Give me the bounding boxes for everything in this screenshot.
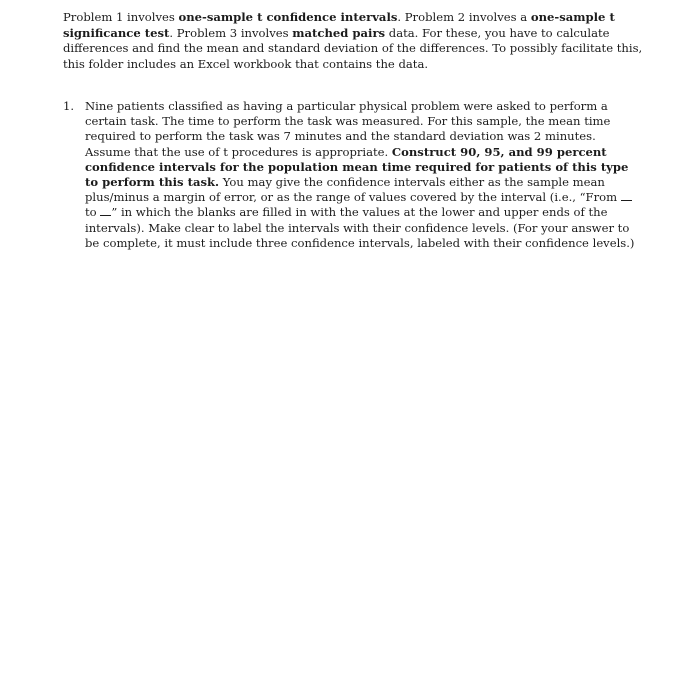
problem-text-part: Nine patients classified as having a particular physical problem were asked to perform a certain task. The time to perform the task was measured. For this sample, the mean time required to perform the task was 7 minutes and the standard deviation was 2 minutes. Assume that the use of t procedures is appropriate. xyxy=(85,99,611,159)
problem-item xyxy=(63,99,643,251)
problem-bold-instruction: Construct 90, 95, and 99 percent confidence intervals for the population mean time required for patients of this type to perform this task. xyxy=(85,144,629,190)
problem-text-part: You may give the confidence intervals either as the sample mean plus/minus a margin of error, or as the range of values covered by the interval (i.e., “From xyxy=(85,175,621,205)
intro-text: . Problem 2 involves a xyxy=(397,10,531,24)
problem-number: 1. xyxy=(63,99,75,113)
problem-text-part: to xyxy=(85,205,101,220)
intro-paragraph xyxy=(63,10,643,72)
intro-bold-term: one-sample t confidence intervals xyxy=(178,10,398,24)
intro-bold-term: one-sample t significance test xyxy=(63,10,615,40)
fill-blank xyxy=(100,206,111,216)
problem-text xyxy=(85,99,643,251)
problem-text-part: ” in which the blanks are filled in with the values at the lower and upper ends of the intervals). Make clear to label the intervals with their confidence levels. (For your answer to be complete, it must include three confidence intervals, labeled with their confidence levels.) xyxy=(85,205,635,250)
intro-text: . Problem 3 involves xyxy=(169,25,293,40)
intro-text: data. For these, you have to calculate differences and find the mean and standard deviation of the differences. To possibly facilitate this, this folder includes an Excel workbook that contains the data. xyxy=(63,25,643,71)
intro-bold-term: matched pairs xyxy=(292,25,386,40)
intro-text: Problem 1 involves xyxy=(63,10,179,24)
problem-list xyxy=(63,99,643,251)
fill-blank xyxy=(621,191,632,201)
